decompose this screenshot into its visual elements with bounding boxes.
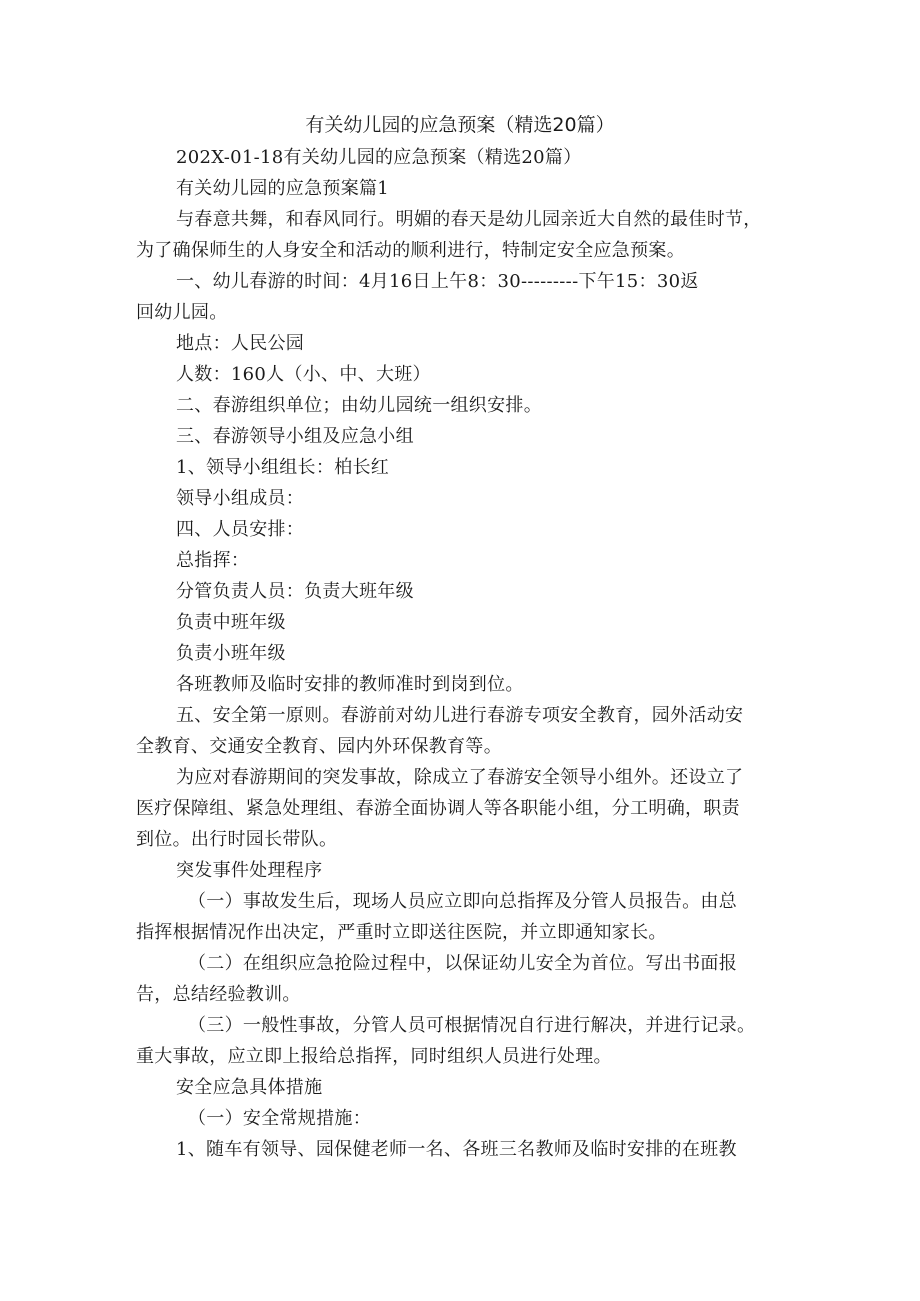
paragraph-line: 为应对春游期间的突发事故，除成立了春游安全领导小组外。还设立了: [176, 767, 744, 788]
paragraph-line: 1、随车有领导、园保健老师一名、各班三名教师及临时安排的在班教: [176, 1139, 737, 1160]
paragraph-line: 全教育、交通安全教育、园内外环保教育等。: [136, 736, 502, 757]
paragraph-line: 一、幼儿春游的时间：4月16日上午8：30---------下午15：30返: [176, 271, 699, 292]
paragraph-line: 四、人员安排：: [176, 519, 305, 540]
paragraph-line: 负责小班年级: [176, 643, 286, 664]
paragraph-line: 人数：160人（小、中、大班）: [176, 364, 431, 385]
paragraph-line: 到位。出行时园长带队。: [136, 829, 338, 850]
paragraph-line: 各班教师及临时安排的教师准时到岗到位。: [176, 674, 524, 695]
date-heading-line: 202X-01-18有关幼儿园的应急预案（精选20篇）: [176, 147, 582, 168]
paragraph-line: 指挥根据情况作出决定，严重时立即送往医院，并立即通知家长。: [136, 922, 667, 943]
paragraph-line: 五、安全第一原则。春游前对幼儿进行春游专项安全教育，园外活动安: [176, 705, 744, 726]
paragraph-line: 安全应急具体措施: [176, 1077, 323, 1098]
paragraph-line: 医疗保障组、紧急处理组、春游全面协调人等各职能小组，分工明确，职责: [136, 798, 740, 819]
paragraph-line: 突发事件处理程序: [176, 860, 323, 881]
paragraph-line: 地点：人民公园: [176, 333, 305, 354]
paragraph-line: 总指挥：: [176, 550, 250, 571]
paragraph-line: 分管负责人员：负责大班年级: [176, 581, 414, 602]
paragraph-line: 三、春游领导小组及应急小组: [176, 426, 414, 447]
paragraph-line: 负责中班年级: [176, 612, 286, 633]
paragraph-line: 重大事故，应立即上报给总指挥，同时组织人员进行处理。: [136, 1046, 612, 1067]
paragraph-line: 为了确保师生的人身安全和活动的顺利进行，特制定安全应急预案。: [136, 240, 685, 261]
paragraph-line: （一）安全常规措施：: [188, 1108, 371, 1129]
paragraph-line: （一）事故发生后，现场人员应立即向总指挥及分管人员报告。由总: [188, 891, 737, 912]
paragraph-line: 1、领导小组组长：柏长红: [176, 457, 390, 478]
document-title: 有关幼儿园的应急预案（精选20篇）: [305, 114, 615, 136]
paragraph-line: 领导小组成员：: [176, 488, 305, 509]
section-heading-line: 有关幼儿园的应急预案篇1: [176, 178, 390, 199]
paragraph-line: （三）一般性事故，分管人员可根据情况自行进行解决，并进行记录。: [188, 1015, 756, 1036]
paragraph-line: （二）在组织应急抢险过程中，以保证幼儿安全为首位。写出书面报: [188, 953, 737, 974]
paragraph-line: 与春意共舞，和春风同行。明媚的春天是幼儿园亲近大自然的最佳时节，: [176, 209, 762, 230]
paragraph-line: 回幼儿园。: [136, 302, 228, 323]
paragraph-line: 告，总结经验教训。: [136, 984, 301, 1005]
paragraph-line: 二、春游组织单位；由幼儿园统一组织安排。: [176, 395, 542, 416]
